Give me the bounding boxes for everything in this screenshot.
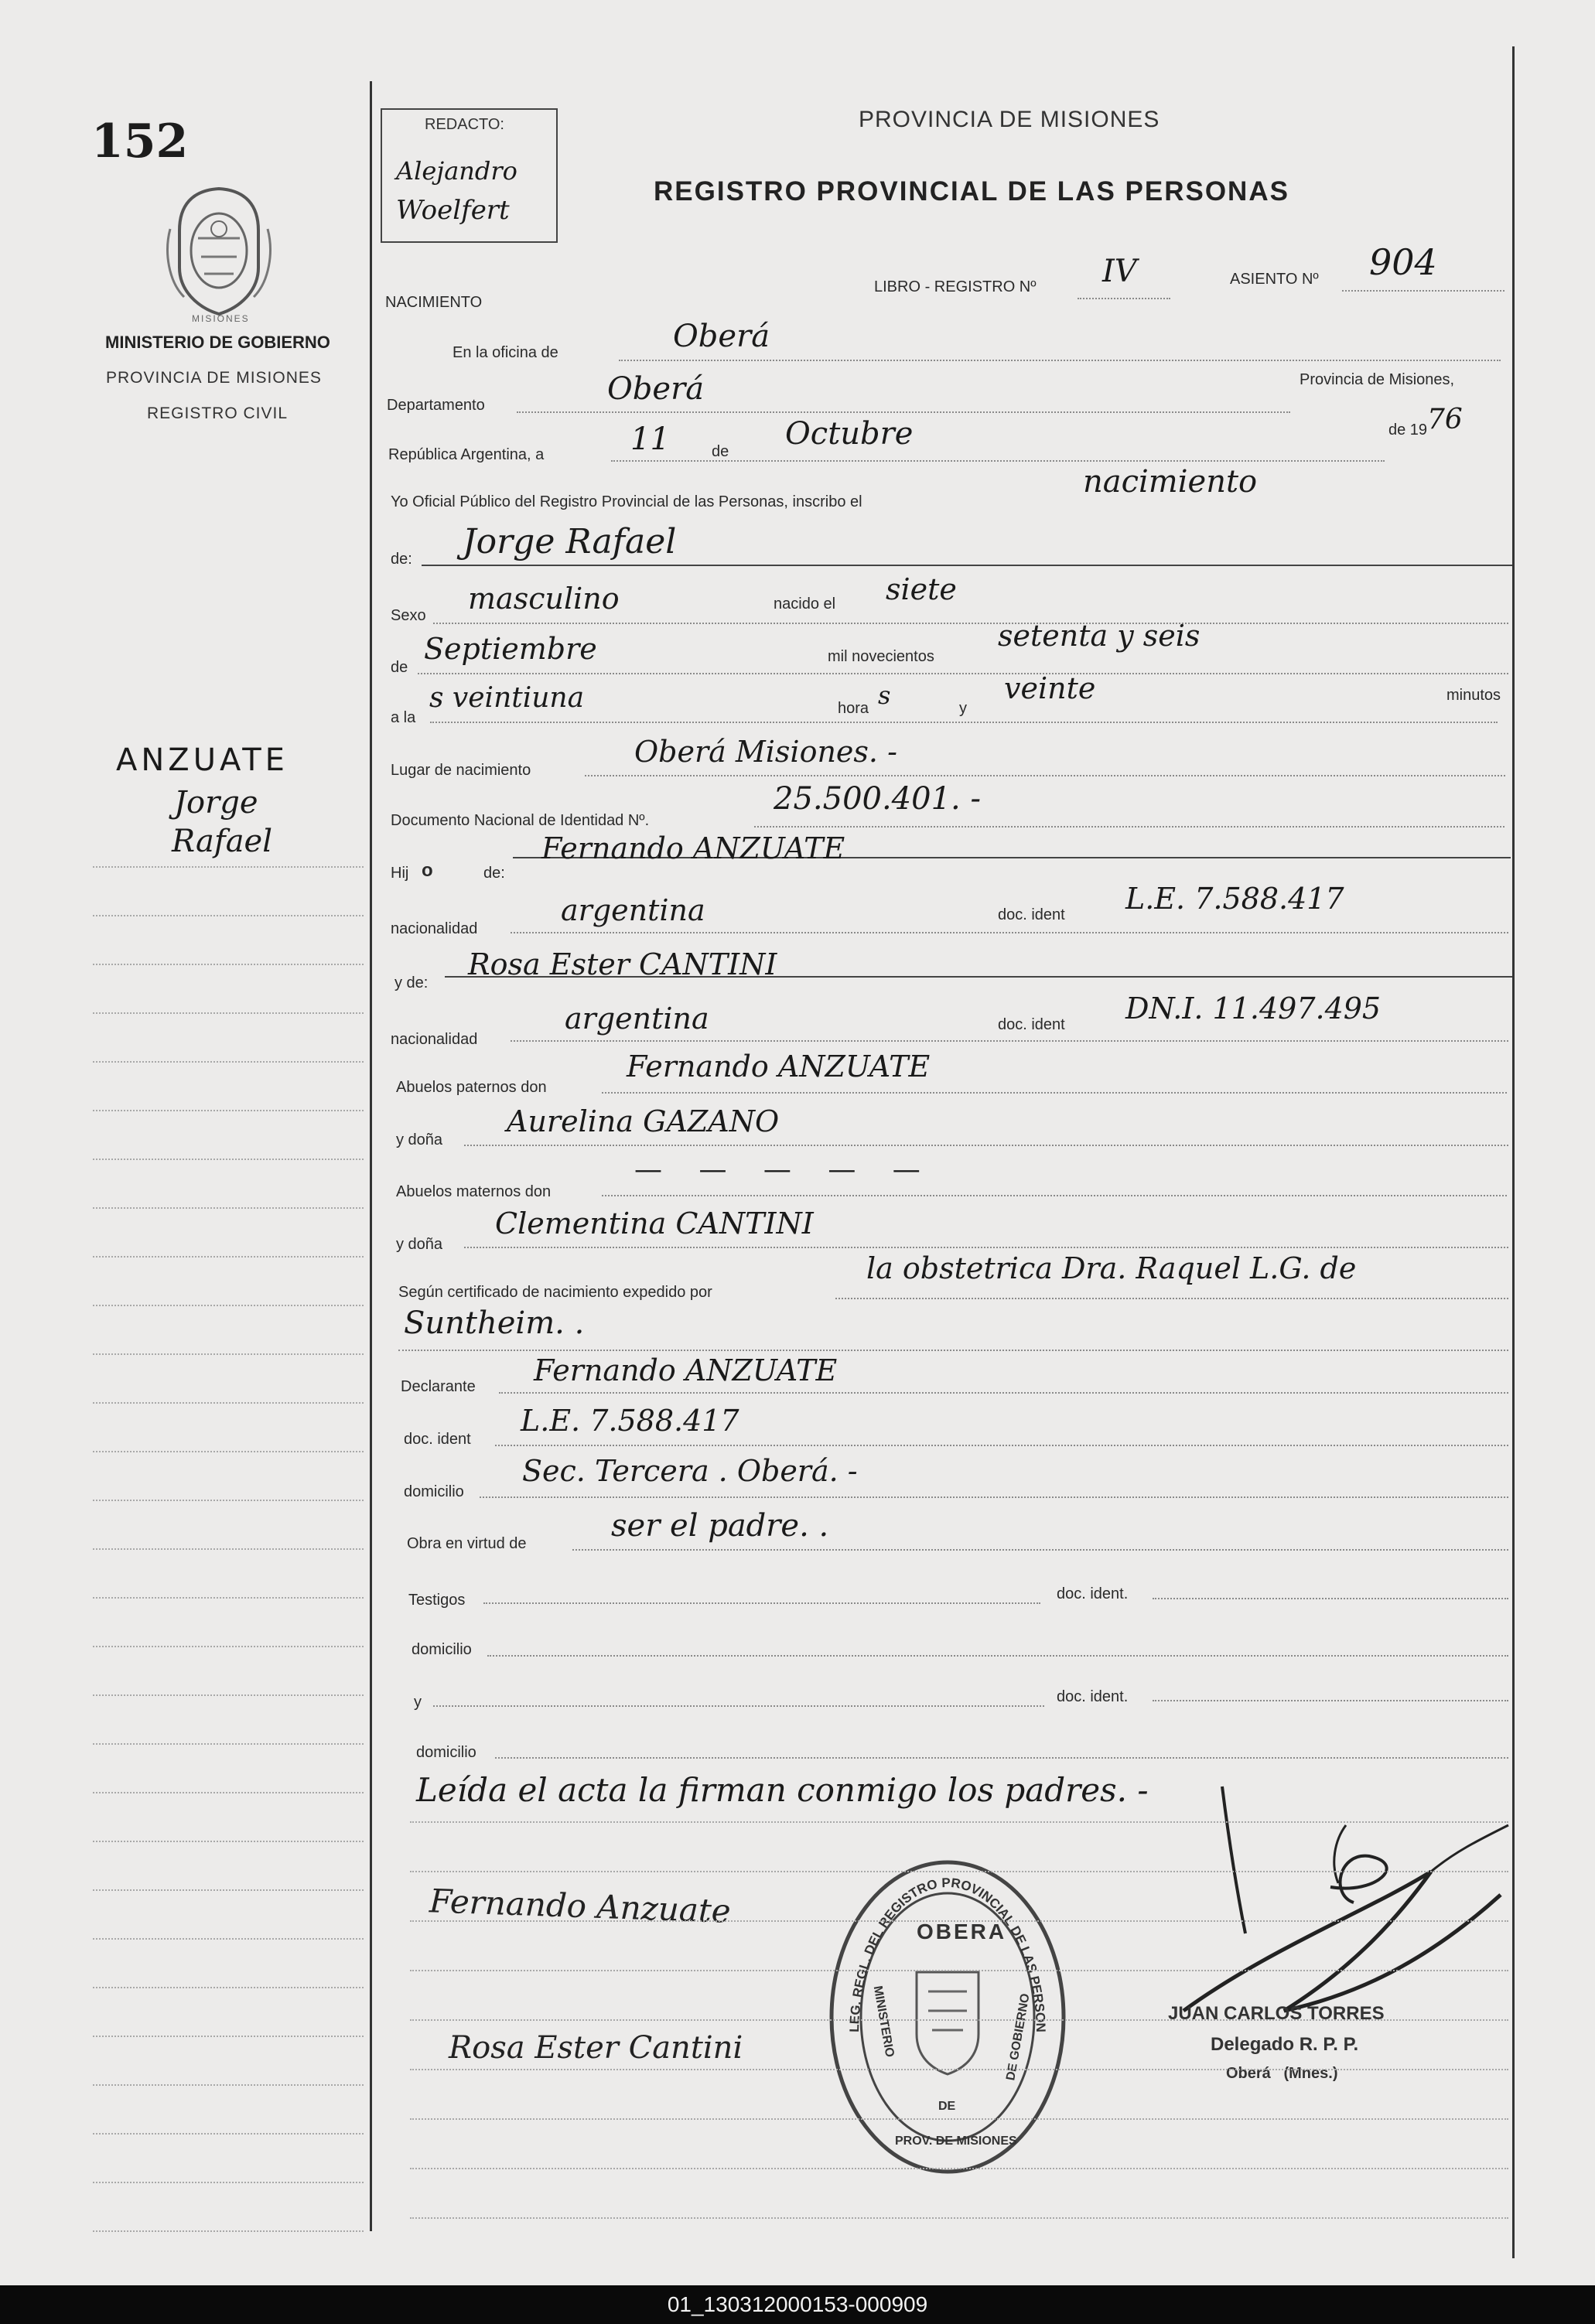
image-identifier: 01_130312000153-000909 bbox=[0, 2285, 1595, 2324]
redacto-name-first: Alejandro bbox=[396, 156, 517, 186]
abuela-materna: Clementina CANTINI bbox=[495, 1206, 814, 1240]
signature-rule-line bbox=[410, 2168, 1508, 2169]
minutes-value: veinte bbox=[1004, 671, 1096, 705]
margin-rule-line bbox=[93, 1402, 364, 1404]
stamp-right: DE GOBIERNO bbox=[1004, 1992, 1033, 2082]
libro-value: IV bbox=[1102, 254, 1137, 289]
officer-place: Oberá (Mnes.) bbox=[1226, 2065, 1338, 2082]
margin-rule-line bbox=[93, 1207, 364, 1209]
certificado-value: la obstetrica Dra. Raquel L.G. de bbox=[866, 1251, 1357, 1285]
margin-note-name2: Rafael bbox=[172, 824, 272, 859]
signature-rule-line bbox=[410, 1970, 1508, 1971]
margin-rule-line bbox=[93, 1353, 364, 1355]
hora-value: s bbox=[878, 681, 891, 710]
margin-rule-line bbox=[93, 1305, 364, 1306]
margin-rule-line bbox=[93, 1110, 364, 1111]
margin-rule-line bbox=[93, 1256, 364, 1258]
doc2-value: DN.I. 11.497.495 bbox=[1125, 991, 1382, 1025]
header-province: PROVINCIA DE MISIONES bbox=[859, 107, 1160, 132]
margin-rule-line bbox=[93, 1597, 364, 1599]
father-signature: Fernando Anzuate bbox=[429, 1882, 732, 1930]
ministry-seal-icon bbox=[161, 183, 277, 322]
a-la-label: a la bbox=[391, 709, 416, 726]
doc5-label: doc. ident. bbox=[1057, 1688, 1129, 1705]
domicilio1-label: domicilio bbox=[404, 1483, 464, 1500]
mil-label: mil novecientos bbox=[828, 648, 934, 665]
minutos-label: minutos bbox=[1446, 687, 1501, 704]
republica-label: República Argentina, a bbox=[388, 446, 545, 463]
asiento-label: ASIENTO Nº bbox=[1230, 271, 1319, 288]
margin-note-surname: ANZUATE bbox=[116, 742, 289, 778]
oficina-label: En la oficina de bbox=[453, 344, 558, 361]
departamento-label: Departamento bbox=[387, 397, 485, 414]
birth-year-words: setenta y seis bbox=[998, 619, 1201, 653]
y-label: y bbox=[959, 700, 967, 717]
margin-rule-line bbox=[93, 1987, 364, 1988]
date-year-suffix: 76 bbox=[1427, 404, 1463, 435]
margin-rule-line bbox=[93, 2182, 364, 2183]
person-name: Jorge Rafael bbox=[463, 522, 677, 561]
margin-rule-line bbox=[93, 915, 364, 916]
margin-rule-line bbox=[93, 1743, 364, 1745]
dni-value: 25.500.401. - bbox=[774, 781, 981, 817]
dona2-label: y doña bbox=[396, 1236, 443, 1253]
stamp-de: DE bbox=[938, 2100, 956, 2113]
stamp-top: OBERA bbox=[917, 1920, 1007, 1943]
certificado-value-2: Suntheim. . bbox=[404, 1305, 585, 1341]
margin-rule-line bbox=[93, 1694, 364, 1696]
svg-text:DELEG. REGL. DEL REGISTRO PROV bbox=[824, 1856, 1048, 2032]
margin-rule-line bbox=[93, 1646, 364, 1647]
signature-rule-line bbox=[410, 2217, 1508, 2219]
de3-label: de: bbox=[483, 865, 505, 882]
mother-name: Rosa Ester CANTINI bbox=[468, 947, 777, 981]
hijo-suffix: o bbox=[422, 860, 433, 881]
departamento-value: Oberá bbox=[607, 371, 705, 407]
mother-signature: Rosa Ester Cantini bbox=[449, 2030, 743, 2066]
oficina-value: Oberá bbox=[673, 319, 770, 354]
date-month: Octubre bbox=[785, 416, 914, 452]
officer-name: JUAN CARLOS TORRES bbox=[1168, 2003, 1385, 2024]
lugar-label: Lugar de nacimiento bbox=[391, 762, 531, 779]
asiento-value: 904 bbox=[1369, 241, 1437, 283]
margin-rule-line bbox=[93, 1548, 364, 1550]
doc3-value: L.E. 7.588.417 bbox=[521, 1404, 739, 1438]
stamp-outer-text: LEG. REGL. DEL REGISTRO PROVINCIAL DE LAS PERSON bbox=[846, 1875, 1049, 2032]
stamp-bottom: PROV. DE MISIONES bbox=[895, 2135, 1017, 2148]
doc4-label: doc. ident. bbox=[1057, 1585, 1129, 1602]
doc2-label: doc. ident bbox=[998, 1016, 1065, 1033]
frame-left-line bbox=[370, 81, 372, 2231]
date-de-label: de bbox=[712, 443, 729, 460]
margin-rule-line bbox=[93, 964, 364, 965]
margin-rule-line bbox=[93, 1451, 364, 1452]
de2-label: de bbox=[391, 659, 408, 676]
y2-label: y bbox=[414, 1694, 422, 1711]
date-day: 11 bbox=[630, 421, 670, 457]
margin-rule-line bbox=[93, 2036, 364, 2037]
libro-label: LIBRO - REGISTRO Nº bbox=[874, 278, 1037, 295]
domicilio2-label: domicilio bbox=[412, 1641, 472, 1658]
ministry-name: MINISTERIO DE GOBIERNO bbox=[105, 333, 330, 352]
abuelos-paternos-label: Abuelos paternos don bbox=[396, 1079, 547, 1096]
margin-rule-line bbox=[93, 1841, 364, 1842]
header-registry: REGISTRO PROVINCIAL DE LAS PERSONAS bbox=[654, 176, 1289, 206]
margin-rule-line bbox=[93, 1889, 364, 1891]
ministry-province: PROVINCIA DE MISIONES bbox=[106, 369, 322, 387]
doc3-label: doc. ident bbox=[404, 1431, 471, 1448]
signature-rule-line bbox=[410, 1871, 1508, 1872]
margin-rule-line bbox=[93, 2084, 364, 2086]
yde-label: y de: bbox=[394, 974, 429, 991]
margin-rule-line bbox=[93, 1159, 364, 1160]
abuelo-paterno: Fernando ANZUATE bbox=[627, 1049, 931, 1084]
margin-rule-line bbox=[93, 1792, 364, 1793]
birth-month: Septiembre bbox=[424, 632, 597, 666]
signature-rule-line bbox=[410, 1821, 1508, 1823]
signature-rule-line bbox=[410, 2069, 1508, 2070]
redacto-label: REDACTO: bbox=[425, 116, 504, 133]
abuelo-materno: — — — — — bbox=[634, 1154, 934, 1186]
ministry-registry: REGISTRO CIVIL bbox=[147, 404, 289, 422]
seal-caption: MISIONES bbox=[192, 313, 250, 324]
domicilio3-label: domicilio bbox=[416, 1744, 476, 1761]
signature-rule-line bbox=[410, 2019, 1508, 2021]
father-name: Fernando ANZUATE bbox=[541, 831, 845, 865]
signature-rule-line bbox=[410, 1920, 1508, 1922]
nacionalidad1-label: nacionalidad bbox=[391, 920, 478, 937]
declarante-value: Fernando ANZUATE bbox=[534, 1353, 838, 1387]
inscribo-value: nacimiento bbox=[1083, 464, 1258, 500]
margin-rule-line bbox=[93, 2133, 364, 2135]
nacido-label: nacido el bbox=[774, 596, 836, 613]
closing-text: Leída el acta la firman conmigo los padres. - bbox=[416, 1771, 1149, 1809]
testigos-label: Testigos bbox=[408, 1592, 466, 1609]
officer-title: Delegado R. P. P. bbox=[1211, 2034, 1359, 2055]
dni-label: Documento Nacional de Identidad Nº. bbox=[391, 812, 650, 829]
sexo-value: masculino bbox=[468, 582, 620, 616]
provincia-suffix: Provincia de Misiones, bbox=[1300, 371, 1455, 388]
margin-rule-line bbox=[93, 2230, 364, 2232]
page-number: 152 bbox=[91, 114, 189, 169]
margin-rule-line bbox=[93, 1061, 364, 1063]
date-year-prefix: de 19 bbox=[1388, 421, 1428, 439]
redacto-box bbox=[381, 108, 558, 243]
domicilio1-value: Sec. Tercera . Oberá. - bbox=[522, 1454, 858, 1488]
stamp-left: MINISTERIO bbox=[870, 1984, 897, 2059]
sexo-label: Sexo bbox=[391, 607, 426, 624]
declarante-label: Declarante bbox=[401, 1378, 476, 1395]
margin-rule-line bbox=[93, 866, 364, 868]
person-de-label: de: bbox=[391, 551, 412, 568]
margin-note-name1: Jorge bbox=[174, 785, 258, 821]
nacionalidad2-value: argentina bbox=[565, 1002, 709, 1036]
stamp-seal-icon bbox=[824, 1856, 1071, 2177]
margin-rule-line bbox=[93, 1500, 364, 1501]
nacido-value: siete bbox=[886, 572, 957, 606]
hijo-label: Hij bbox=[391, 865, 409, 882]
nacionalidad2-label: nacionalidad bbox=[391, 1031, 478, 1048]
nacionalidad1-value: argentina bbox=[561, 893, 705, 927]
margin-rule-line bbox=[93, 1938, 364, 1940]
record-type: NACIMIENTO bbox=[385, 294, 483, 311]
doc1-value: L.E. 7.588.417 bbox=[1125, 882, 1344, 916]
abuelos-maternos-label: Abuelos maternos don bbox=[396, 1183, 552, 1200]
official-stamp bbox=[824, 1856, 1071, 2177]
a-la-value: s veintiuna bbox=[429, 682, 585, 714]
signature-rule-line bbox=[410, 2118, 1508, 2120]
margin-rule-line bbox=[93, 1012, 364, 1014]
hora-label: hora bbox=[838, 700, 869, 717]
abuela-paterna: Aurelina GAZANO bbox=[507, 1104, 780, 1138]
oficial-text: Yo Oficial Público del Registro Provincial de las Personas, inscribo el bbox=[391, 493, 862, 510]
certificado-label: Según certificado de nacimiento expedido por bbox=[398, 1284, 712, 1301]
obra-label: Obra en virtud de bbox=[407, 1535, 527, 1552]
officer-signature-icon bbox=[1176, 1779, 1516, 2034]
lugar-value: Oberá Misiones. - bbox=[634, 735, 897, 769]
redacto-name-last: Woelfert bbox=[396, 195, 510, 226]
obra-value: ser el padre. . bbox=[611, 1508, 829, 1544]
dona1-label: y doña bbox=[396, 1131, 443, 1148]
doc1-label: doc. ident bbox=[998, 906, 1065, 923]
